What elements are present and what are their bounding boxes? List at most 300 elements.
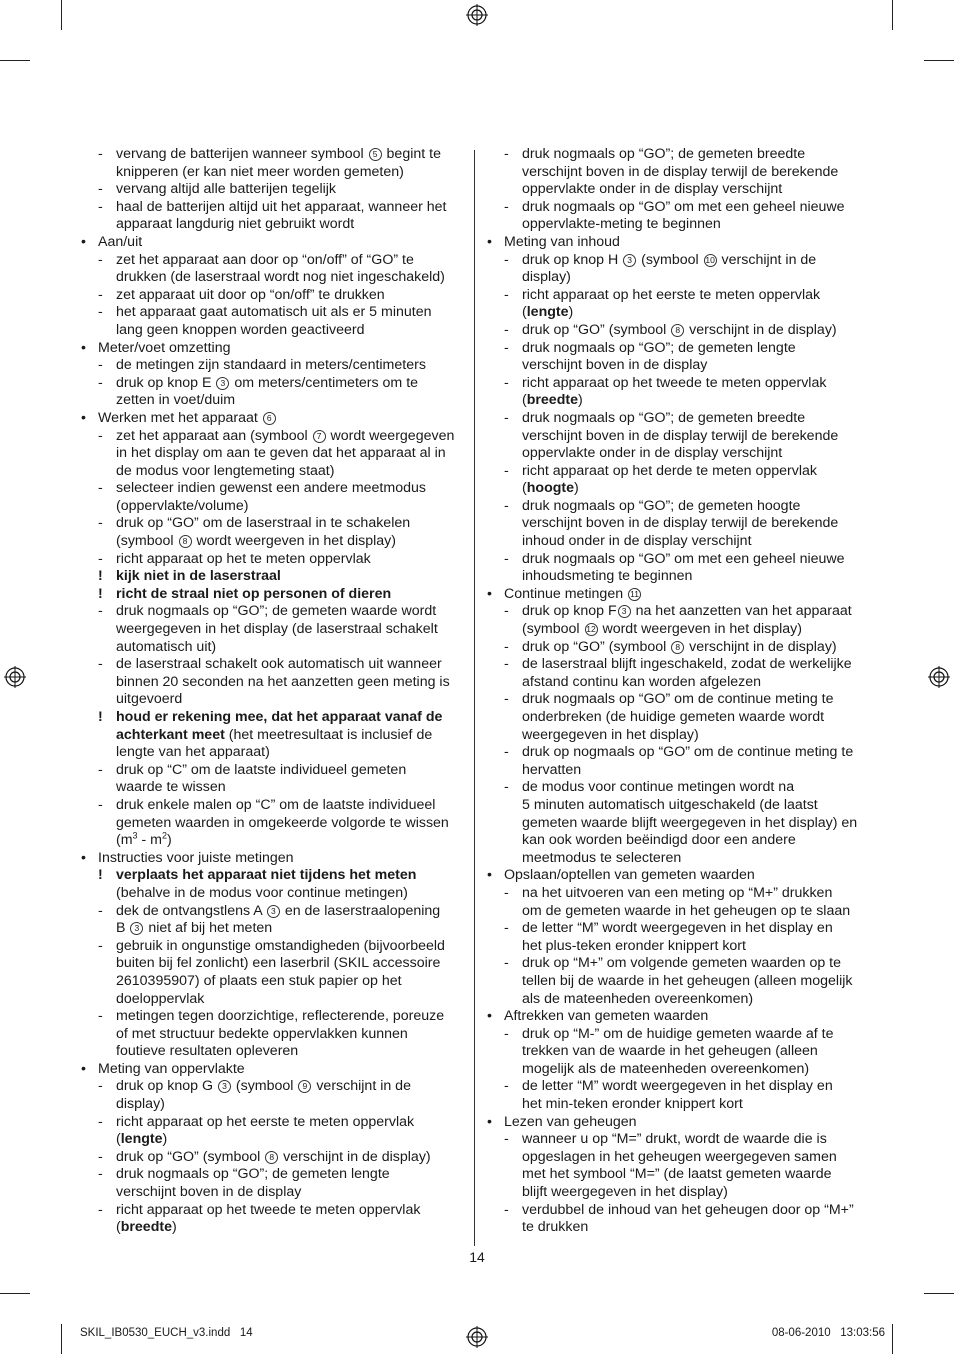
registration-mark-icon: [928, 666, 950, 688]
text-line: [486, 146, 874, 164]
text-line: [486, 357, 874, 375]
line-text: [80, 551, 371, 567]
crop-mark: [924, 60, 954, 61]
bullet-item: [486, 1114, 874, 1132]
text-run: onderbreken (de huidige gemeten waarde wordt: [522, 709, 825, 725]
line-text: [80, 1026, 408, 1042]
text-run: Lezen van geheugen: [504, 1113, 637, 1130]
text-line: [486, 885, 874, 903]
text-run: oppervlakte-meting te beginnen: [522, 216, 721, 233]
dash-marker: -: [504, 321, 509, 338]
dash-marker: -: [98, 480, 103, 497]
text-line: [80, 639, 465, 657]
text-run: druk nogmaals op “GO”; de gemeten breedte: [522, 146, 806, 162]
text-run: drukken (de laserstraal wordt nog niet ingeschakeld): [116, 269, 445, 286]
dash-marker: -: [98, 550, 103, 567]
bullet-marker: •: [487, 1008, 492, 1025]
text-run: druk nogmaals op “GO” om de continue meting te: [522, 691, 834, 708]
line-text: [486, 164, 838, 180]
line-text: [80, 480, 426, 496]
text-run: display): [522, 269, 571, 286]
text-line: [80, 322, 465, 340]
bullet-marker: •: [81, 233, 86, 250]
line-text: [486, 287, 820, 303]
text-line: [80, 867, 465, 885]
text-line: [80, 797, 465, 815]
dash-marker: -: [98, 761, 103, 778]
line-text: [486, 181, 782, 197]
dash-marker: -: [98, 1113, 103, 1130]
dash-marker: -: [98, 304, 103, 321]
text-line: [80, 287, 465, 305]
text-line: [80, 1096, 465, 1114]
text-line: [486, 304, 874, 322]
line-text: [486, 1202, 854, 1218]
line-text: [80, 779, 226, 795]
text-line: [486, 727, 874, 745]
line-text: [80, 797, 435, 813]
text-line: [486, 1061, 874, 1079]
bold-text: hoogte: [526, 480, 575, 497]
line-text: [80, 1043, 298, 1059]
line-text: [486, 674, 761, 690]
line-text: [80, 1114, 414, 1130]
line-text: [486, 199, 845, 215]
text-line: [80, 621, 465, 639]
text-run: druk op “M+” om volgende gemeten waarden op te: [522, 955, 842, 972]
text-line: [80, 199, 465, 217]
line-text: [80, 498, 248, 514]
line-text: [486, 1149, 837, 1165]
line-text: [80, 199, 446, 215]
line-text: [486, 146, 805, 162]
text-line: [80, 832, 465, 850]
text-run: het plus-teken eronder knippert kort: [522, 937, 746, 954]
line-text: [486, 621, 802, 637]
text-line: [80, 1149, 465, 1167]
dash-marker: -: [504, 497, 509, 514]
line-text: [486, 1114, 637, 1130]
footer-file-info: SKIL_IB0530_EUCH_v3.indd 14: [80, 1327, 253, 1339]
text-line: [486, 216, 874, 234]
text-run: inhoudsmeting te beginnen: [522, 568, 693, 585]
line-text: [80, 832, 172, 848]
text-line: [486, 287, 874, 305]
dash-marker: -: [98, 357, 103, 374]
line-text: [486, 744, 853, 760]
text-run: 5 minuten automatisch uitgeschakeld (de laatst: [522, 796, 818, 813]
text-line: [486, 252, 874, 270]
bullet-item: [486, 234, 874, 252]
dash-marker: -: [98, 902, 103, 919]
text-run: in het display om aan te geven dat het apparaat al in: [116, 445, 446, 462]
text-run: druk op “GO” (symbool: [522, 321, 671, 338]
text-run: uitgevoerd: [116, 691, 183, 708]
text-line: [80, 727, 465, 745]
line-text: [486, 1131, 827, 1147]
line-text: [80, 744, 270, 760]
text-line: [486, 1184, 874, 1202]
text-run: vervang altijd alle batterijen tegelijk: [116, 181, 337, 198]
text-line: [80, 533, 465, 551]
text-line: [80, 779, 465, 797]
line-text: [486, 304, 573, 320]
bullet-item: [80, 1061, 465, 1079]
line-text: [486, 1219, 588, 1235]
line-text: [486, 1166, 832, 1182]
dash-marker: -: [98, 427, 103, 444]
text-run: druk nogmaals op “GO”; de gemeten hoogte: [522, 497, 801, 514]
text-line: [80, 1114, 465, 1132]
line-text: [80, 357, 426, 373]
dash-marker: -: [504, 1025, 509, 1042]
text-line: [486, 1096, 874, 1114]
line-text: [486, 480, 579, 496]
text-run: (: [522, 304, 527, 321]
line-text: [80, 428, 454, 444]
text-run: Werken met het apparaat: [98, 409, 262, 426]
text-line: [80, 357, 465, 375]
dash-marker: -: [98, 656, 103, 673]
text-line: [80, 709, 465, 727]
dash-marker: -: [504, 884, 509, 901]
line-text: [80, 322, 364, 338]
text-run: mogelijk als de mateenheden overeenkomen): [522, 1060, 810, 1077]
line-text: [80, 920, 272, 936]
text-line: [486, 199, 874, 217]
text-run: binnen 20 seconden na het aanzetten geen meting is: [116, 673, 450, 690]
text-line: [80, 146, 465, 164]
text-line: [80, 656, 465, 674]
circled-number-icon: 7: [313, 430, 326, 443]
line-text: [80, 181, 336, 197]
text-line: [486, 463, 874, 481]
bold-text: houd er rekening mee, dat het apparaat vanaf de: [116, 709, 443, 725]
line-text: [486, 885, 832, 901]
bullet-marker: •: [487, 1113, 492, 1130]
text-run: druk op “GO” (symbool: [116, 1148, 265, 1165]
line-text: [486, 920, 833, 936]
text-run: te drukken: [522, 1219, 589, 1236]
registration-mark-icon: [466, 1326, 488, 1348]
text-run: richt apparaat op het te meten oppervlak: [116, 550, 371, 567]
crop-mark: [61, 0, 62, 30]
line-text: [486, 269, 571, 285]
line-text: [486, 375, 826, 391]
dash-marker: -: [98, 1008, 103, 1025]
text-line: [80, 691, 465, 709]
dash-marker: -: [504, 339, 509, 356]
text-run: oppervlakte onder in de display verschijnt: [522, 181, 783, 198]
text-line: [486, 533, 874, 551]
text-run: druk nogmaals op “GO”; de gemeten breedte: [522, 409, 806, 426]
superscript: 2: [162, 830, 168, 841]
text-run: ): [171, 1219, 177, 1236]
text-line: [486, 903, 874, 921]
text-run: druk nogmaals op “GO”; de gemeten lengte: [116, 1166, 390, 1183]
text-run: lang geen knoppen worden geactiveerd: [116, 321, 365, 338]
line-text: [80, 287, 385, 303]
dash-marker: -: [98, 1166, 103, 1183]
line-text: [486, 1043, 818, 1059]
dash-marker: -: [504, 198, 509, 215]
text-line: [80, 1219, 465, 1237]
text-run: (: [522, 480, 527, 497]
text-line: [80, 955, 465, 973]
text-run: (symbool: [116, 533, 178, 550]
dash-marker: -: [98, 515, 103, 532]
bullet-item: [80, 234, 465, 252]
text-run: B: [116, 920, 130, 937]
line-text: [486, 340, 796, 356]
line-text: [80, 269, 445, 285]
text-run: trekken van de waarde in het geheugen (alleen: [522, 1043, 818, 1060]
text-run: verschijnt boven in de display: [116, 1184, 302, 1201]
text-line: [486, 1131, 874, 1149]
text-line: [80, 991, 465, 1009]
line-text: [486, 727, 699, 743]
line-text: [486, 639, 837, 655]
line-text: [80, 656, 442, 672]
text-run: druk nogmaals op “GO”; de gemeten lengte: [522, 339, 796, 356]
text-line: [80, 463, 465, 481]
dash-marker: -: [98, 1078, 103, 1095]
page-number: 14: [469, 1249, 485, 1265]
text-run: druk nogmaals op “GO” om met een geheel nieuwe: [522, 550, 845, 567]
text-run: als de mateenheden overeenkomen): [522, 990, 754, 1007]
text-run: blijft weergegeven in het display): [522, 1184, 728, 1201]
line-text: [80, 216, 354, 232]
dash-marker: -: [504, 656, 509, 673]
line-text: [80, 867, 416, 883]
dash-marker: -: [504, 920, 509, 937]
text-run: gebruik in ongunstige omstandigheden (bijvoorbeeld: [116, 937, 445, 954]
text-line: [486, 410, 874, 428]
line-text: [486, 216, 721, 232]
text-run: selecteer indien gewenst een andere meetmodus: [116, 480, 426, 497]
text-run: verschijnt boven in de display terwijl de berekende: [522, 427, 839, 444]
text-run: ): [167, 832, 172, 849]
bold-text: verplaats het apparaat niet tijdens het meten: [116, 867, 417, 884]
text-line: [486, 674, 874, 692]
text-line: [486, 1149, 874, 1167]
line-text: [80, 304, 431, 320]
dash-marker: -: [504, 462, 509, 479]
line-text: [486, 463, 817, 479]
text-line: [80, 445, 465, 463]
line-text: [486, 867, 755, 883]
line-text: [80, 533, 396, 549]
line-text: [486, 551, 845, 567]
line-text: [80, 973, 402, 989]
text-line: [486, 815, 874, 833]
text-run: verschijnt boven in de display terwijl de berekende: [522, 163, 839, 180]
text-line: [80, 498, 465, 516]
text-line: [80, 392, 465, 410]
text-run: opgeslagen in het geheugen weergegeven samen: [522, 1148, 837, 1165]
text-run: tellen bij de waarde in het geheugen (alleen mogelijk: [522, 972, 853, 989]
line-text: [80, 463, 334, 479]
warning-marker: !: [98, 867, 103, 884]
text-run: automatisch uit): [116, 638, 217, 655]
text-run: (oppervlakte/volume): [116, 497, 249, 514]
warning-marker: !: [98, 709, 103, 725]
text-run: weergegeven in het display (de laserstraal schakelt: [116, 621, 438, 638]
circled-number-icon: 8: [671, 641, 684, 654]
line-text: [486, 1078, 833, 1094]
text-line: [486, 709, 874, 727]
line-text: [486, 322, 837, 338]
text-run: wordt weergeven in het display): [598, 621, 802, 638]
text-run: de letter “M” wordt weergegeven in het display en: [522, 920, 833, 937]
line-text: [486, 234, 620, 250]
text-line: [80, 903, 465, 921]
text-line: [486, 762, 874, 780]
column-divider: [474, 150, 475, 1246]
text-line: [80, 568, 465, 586]
text-run: zet apparaat uit door op “on/off” te drukken: [116, 286, 385, 303]
line-text: [80, 410, 277, 426]
line-text: [486, 603, 852, 619]
text-line: [486, 621, 874, 639]
text-run: richt apparaat op het derde te meten oppervlak: [522, 462, 817, 479]
dash-marker: -: [98, 198, 103, 215]
text-run: ): [568, 304, 574, 321]
bold-text: achterkant meet: [116, 726, 225, 743]
text-run: richt apparaat op het tweede te meten oppervlak: [522, 374, 827, 391]
text-line: [80, 1008, 465, 1026]
text-line: [80, 973, 465, 991]
text-run: en de laserstraalopening: [280, 902, 441, 919]
text-line: [80, 216, 465, 234]
dash-marker: -: [504, 955, 509, 972]
circled-number-icon: 3: [623, 254, 636, 267]
circled-number-icon: 8: [671, 324, 684, 337]
text-run: (: [522, 392, 527, 409]
text-line: [486, 375, 874, 393]
line-text: [486, 955, 841, 971]
line-text: [80, 903, 440, 919]
dash-marker: -: [98, 251, 103, 268]
bullet-marker: •: [81, 339, 86, 356]
bullet-item: [80, 850, 465, 868]
line-text: [80, 991, 204, 1007]
line-text: [486, 586, 642, 602]
text-run: na het aanzetten van het apparaat: [631, 603, 852, 620]
text-line: [80, 428, 465, 446]
text-run: Opslaan/optellen van gemeten waarden: [504, 867, 755, 884]
line-text: [80, 515, 410, 531]
superscript: 3: [132, 830, 138, 841]
text-run: zetten in voet/duim: [116, 392, 236, 409]
text-run: verschijnt in de: [312, 1078, 411, 1095]
text-line: [486, 832, 874, 850]
text-run: waarde te wissen: [116, 779, 226, 796]
right-column: [486, 146, 874, 1237]
line-text: [80, 709, 442, 725]
bullet-marker: •: [81, 849, 86, 866]
line-text: [80, 340, 230, 356]
text-run: metingen tegen doorzichtige, reflecterende, poreuze: [116, 1008, 445, 1025]
text-run: druk nogmaals op “GO” om met een geheel nieuwe: [522, 198, 845, 215]
text-run: ): [162, 1131, 168, 1148]
line-text: [486, 762, 581, 778]
text-run: Instructies voor juiste metingen: [98, 849, 294, 866]
line-text: [486, 498, 800, 514]
text-run: wordt weergeven in het display): [192, 533, 396, 550]
text-run: druk op “GO” (symbool: [522, 638, 671, 655]
bold-text: breedte: [120, 1219, 172, 1236]
line-text: [486, 568, 692, 584]
line-text: [486, 709, 824, 725]
text-run: het apparaat gaat automatisch uit als er 5 minuten: [116, 304, 432, 321]
text-run: begint te: [382, 146, 441, 162]
text-line: [486, 1043, 874, 1061]
line-text: [80, 1219, 177, 1235]
text-line: [486, 691, 874, 709]
dash-marker: -: [98, 1148, 103, 1165]
line-text: [80, 1149, 431, 1165]
crop-mark: [892, 1324, 893, 1354]
text-run: oppervlakte onder in de display verschijnt: [522, 445, 783, 462]
left-column: [80, 146, 465, 1237]
text-line: [80, 603, 465, 621]
text-line: [486, 428, 874, 446]
text-run: (m: [116, 832, 133, 849]
line-text: [486, 1184, 728, 1200]
dash-marker: -: [98, 286, 103, 303]
text-run: met het symbool “M=” (de laatst gemeten waarde: [522, 1166, 832, 1183]
line-text: [486, 428, 838, 444]
text-run: 2610395907) of plaats een stuk papier op het: [116, 972, 402, 989]
text-run: (: [116, 1131, 121, 1148]
registration-mark-icon: [4, 666, 26, 688]
bullet-item: [486, 586, 874, 604]
warning-marker: !: [98, 585, 103, 602]
bold-text: kijk niet in de laserstraal: [116, 568, 281, 585]
line-text: [486, 973, 852, 989]
text-line: [80, 744, 465, 762]
dash-marker: -: [504, 638, 509, 655]
dash-marker: -: [98, 796, 103, 813]
bullet-item: [486, 867, 874, 885]
line-text: [80, 375, 418, 391]
text-run: (: [116, 1219, 121, 1236]
text-line: [486, 603, 874, 621]
text-run: meetmodus te selecteren: [522, 849, 682, 866]
line-text: [80, 691, 182, 707]
text-line: [80, 885, 465, 903]
text-line: [486, 1166, 874, 1184]
text-run: na het uitvoeren van een meting op “M+” drukken: [522, 884, 833, 901]
dash-marker: -: [98, 146, 103, 162]
text-line: [80, 920, 465, 938]
dash-marker: -: [504, 603, 509, 620]
text-line: [486, 973, 874, 991]
line-text: [486, 392, 583, 408]
line-text: [80, 938, 445, 954]
text-line: [80, 762, 465, 780]
text-line: [486, 656, 874, 674]
circled-number-icon: 8: [179, 535, 192, 548]
line-text: [486, 815, 857, 831]
line-text: [80, 850, 294, 866]
dash-marker: -: [504, 374, 509, 391]
text-line: [486, 779, 874, 797]
circled-number-icon: 8: [265, 1151, 278, 1164]
text-line: [80, 586, 465, 604]
line-text: [80, 1008, 444, 1024]
